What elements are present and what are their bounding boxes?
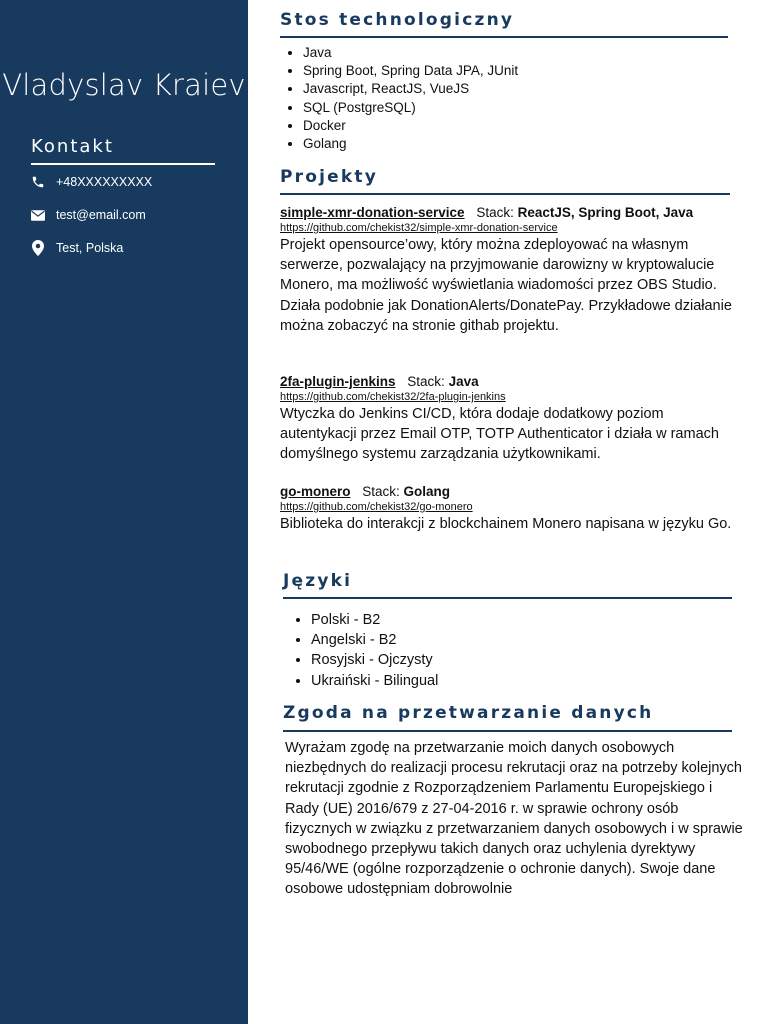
project-link[interactable]: https://github.com/chekist32/go-monero — [280, 501, 473, 513]
project-item — [280, 483, 740, 534]
list-item: • Rosyjski - Ojczysty — [311, 650, 438, 670]
list-item: • Docker — [303, 117, 518, 135]
list-item: • Spring Boot, Spring Data JPA, JUnit — [303, 62, 518, 80]
project-name[interactable]: go-monero — [280, 484, 351, 499]
languages-title: Języki — [283, 571, 353, 591]
contact-phone-text[interactable]: +48XXXXXXXXX — [56, 175, 153, 189]
consent-text: Wyrażam zgodę na przetwarzanie moich danych osobowych niezbędnych do realizacji procesu rekrutacji oraz na potrzeby kolejnych rekrutacji zgodnie z Rozporządzeniem Parlamentu Europejskiego i Rady (UE) 2016/679 z 27-04-2016 r. w sprawie ochrony osób fizycznych w związku z przetwarzaniem danych osobowych i w sprawie swobodnego przepływu takich danych oraz uchylenia dyrektywy 95/46/WE (ogólne rozporządzenie o ochronie danych). Swoje dane osobowe udostępniam dobrowolnie — [285, 740, 743, 898]
project-header — [280, 373, 740, 391]
list-item: • Ukraiński - Bilingual — [311, 671, 438, 691]
list-item: • Golang — [303, 135, 518, 153]
list-item: • Polski - B2 — [311, 610, 438, 630]
project-description: Projekt opensource’owy, który można zdeployować na własnym serwerze, pozwalający na przyjmowanie darowizny w kryptowalucie Monero, ma możliwość wyświetlania wiadomości przez OBS Studio. Działa podobnie jak DonationAlerts/DonatePay. Przykładowe działanie można zobaczyć na stronie githab projektu. — [280, 237, 732, 334]
project-name[interactable]: simple-xmr-donation-service — [280, 205, 465, 220]
tech-stack-divider — [280, 36, 728, 38]
main-content — [248, 0, 768, 1024]
consent-title: Zgoda na przetwarzanie danych — [283, 703, 654, 723]
project-description: Biblioteka do interakcji z blockchainem Monero napisana w języku Go. — [280, 516, 732, 532]
list-item: • Javascript, ReactJS, VueJS — [303, 80, 518, 98]
list-item: • SQL (PostgreSQL) — [303, 99, 518, 117]
contact-email — [30, 205, 146, 225]
stack-label: Stack: — [407, 374, 445, 389]
project-name[interactable]: 2fa-plugin-jenkins — [280, 374, 396, 389]
project-link[interactable]: https://github.com/chekist32/2fa-plugin-jenkins — [280, 391, 506, 403]
phone-icon — [30, 174, 46, 190]
stack-label: Stack: — [476, 205, 514, 220]
projects-divider — [280, 193, 730, 195]
project-header — [280, 204, 740, 222]
stack-value: ReactJS, Spring Boot, Java — [517, 205, 694, 220]
sidebar — [0, 0, 248, 1024]
tech-stack-title: Stos technologiczny — [280, 10, 515, 30]
languages-list — [288, 610, 438, 691]
location-pin-icon — [30, 240, 46, 256]
project-item — [280, 204, 740, 336]
contact-location — [30, 238, 123, 258]
stack-label: Stack: — [362, 484, 400, 499]
projects-title: Projekty — [280, 167, 378, 187]
contact-email-text[interactable]: test@email.com — [56, 208, 146, 222]
candidate-name: Vladyslav Kraiev — [2, 68, 246, 102]
stack-value: Golang — [403, 484, 451, 499]
list-item: • Java — [303, 44, 518, 62]
project-header — [280, 483, 740, 501]
project-description: Wtyczka do Jenkins CI/CD, która dodaje dodatkowy poziom autentykacji przez Email OTP, TOTP Authenticator i działa w ramach domyślnego systemu zarządzania użytkownikami. — [280, 406, 719, 463]
contact-phone — [30, 172, 152, 192]
project-item — [280, 373, 740, 465]
stack-value: Java — [448, 374, 479, 389]
project-link[interactable]: https://github.com/chekist32/simple-xmr-donation-service — [280, 222, 558, 234]
email-icon — [30, 207, 46, 223]
contact-location-text: Test, Polska — [56, 241, 124, 255]
tech-stack-list — [280, 44, 518, 153]
consent-divider — [283, 730, 732, 732]
languages-divider — [283, 597, 732, 599]
contact-divider — [31, 163, 215, 165]
contact-heading: Kontakt — [31, 136, 114, 157]
list-item: • Angelski - B2 — [311, 630, 438, 650]
